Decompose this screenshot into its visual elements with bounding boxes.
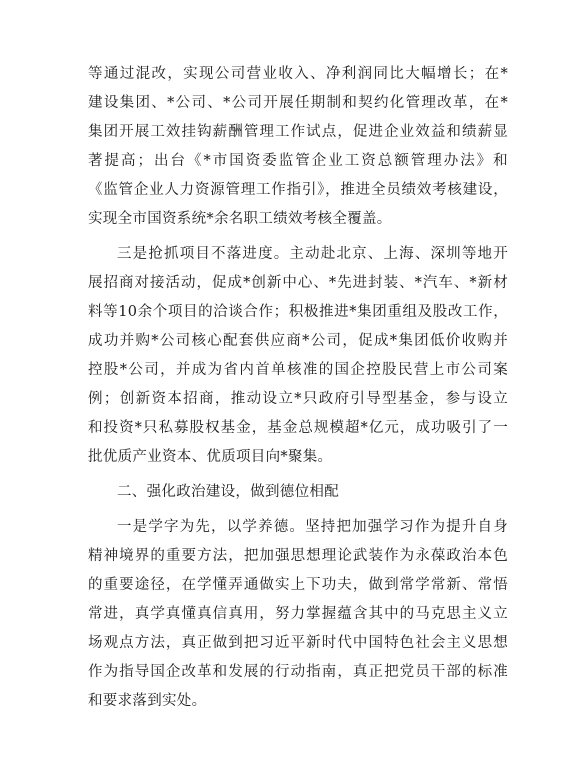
- text-line: 《监管企业人力资源管理工作指引》，推进全员绩效考核建设，: [88, 182, 508, 198]
- text-line: 实现全市国资系统*余名职工绩效考核全覆盖。: [88, 211, 392, 227]
- paragraph-project-progress: [88, 240, 508, 472]
- text-line: 著提高；出台《*市国资委监管企业工资总额管理办法》和: [88, 153, 508, 169]
- section-heading: [88, 478, 508, 507]
- text-line: 展招商对接活动，促成*创新中心、*先进封装、*汽车、*新材: [88, 275, 508, 291]
- text-line: 成功并购*公司核心配套供应商*公司，促成*集团低价收购并: [88, 333, 508, 349]
- text-line: 精神境界的重要方法，把加强思想理论武装作为永葆政治本色: [88, 548, 508, 564]
- text-line: 三是抢抓项目不落进度。主动赴北京、上海、深圳等地开: [117, 246, 508, 262]
- paragraph-continuation: [88, 60, 508, 234]
- paragraph-study: [88, 513, 508, 716]
- text-line: 例；创新资本招商，推动设立*只政府引导型基金，参与设立: [88, 391, 508, 407]
- text-line: 控股*公司，并成为省内首单核准的国企控股民营上市公司案: [88, 362, 508, 378]
- text-line: 的重要途径，在学懂弄通做实上下功夫，做到常学常新、常悟: [88, 577, 508, 593]
- document-body: [88, 60, 508, 716]
- text-line: 一是学字为先，以学养德。坚持把加强学习作为提升自身: [117, 519, 508, 535]
- text-line: 建设集团、*公司、*公司开展任期制和契约化管理改革，在*: [88, 95, 508, 111]
- heading-line: 二、强化政治建设，做到德位相配: [117, 484, 339, 500]
- text-line: 和要求落到实处。: [88, 693, 207, 709]
- text-line: 作为指导国企改革和发展的行动指南，真正把党员干部的标准: [88, 664, 508, 680]
- text-line: 集团开展工效挂钩薪酬管理工作试点，促进企业效益和绩薪显: [88, 124, 508, 140]
- text-line: 料等10余个项目的洽谈合作；积极推进*集团重组及股改工作，: [88, 304, 508, 320]
- text-line: 和投资*只私募股权基金，基金总规模超*亿元，成功吸引了一: [88, 420, 508, 436]
- text-line: 场观点方法，真正做到把习近平新时代中国特色社会主义思想: [88, 635, 508, 651]
- text-line: 常进，真学真懂真信真用，努力掌握蕴含其中的马克思主义立: [88, 606, 508, 622]
- text-line: 等通过混改，实现公司营业收入、净利润同比大幅增长；在*: [88, 66, 508, 82]
- text-line: 批优质产业资本、优质项目向*聚集。: [88, 449, 333, 465]
